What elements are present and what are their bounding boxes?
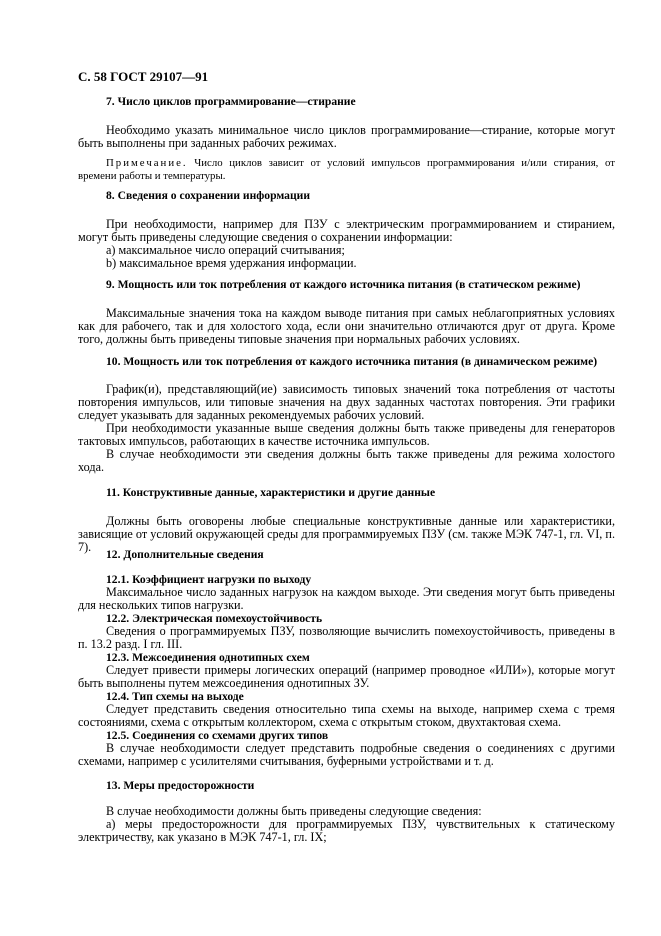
section-10-body-1: График(и), представляющий(ие) зависимость типовых значений тока потребления от частоты повторения импульсов, или типовые значения на двух заданных частотах повторения. Эти графики следует указывать для заданных рекомендуемых рабочих условий.: [78, 382, 615, 423]
subsection-12-3-title: 12.3. Межсоединения однотипных схем: [106, 651, 310, 664]
section-13-title: 13. Меры предосторожности: [106, 779, 255, 792]
subsection-12-5-title: 12.5. Соединения со схемами других типов: [106, 729, 329, 742]
section-7-note: [78, 157, 615, 182]
section-8-title: 8. Сведения о сохранении информации: [106, 189, 311, 202]
subsection-12-4-body: Следует представить сведения относительно типа схемы на выходе, например схема с тремя состояниями, схема с открытым коллектором, схема с открытым стоком, двухтактовая схема.: [78, 702, 615, 730]
section-7-body: Необходимо указать минимальное число циклов программирование—стирание, которые могут быть выполнены при заданных рабочих режимах.: [78, 123, 615, 151]
subsection-12-1-body: Максимальное число заданных нагрузок на каждом выходе. Эти сведения могут быть приведены для нескольких типов нагрузки.: [78, 585, 615, 613]
section-13-body: В случае необходимости должны быть приведены следующие сведения:: [106, 804, 482, 818]
subsection-12-4-title: 12.4. Тип схемы на выходе: [106, 690, 244, 703]
subsection-12-3-body: Следует привести примеры логических операций (например проводное «ИЛИ»), которые могут быть выполнены путем межсоединения однотипных ЗУ.: [78, 663, 615, 691]
subsection-12-1-title: 12.1. Коэффициент нагрузки по выходу: [106, 573, 312, 586]
section-8-item-a: а) максимальное число операций считывания;: [106, 243, 345, 257]
section-9-body: Максимальные значения тока на каждом выводе питания при самых неблагоприятных условиях как для рабочего, так и для холостого хода, если они значительно отличаются друг от друга. Кроме того, должны быть приведены типовые значения при нормальных рабочих условиях.: [78, 306, 615, 347]
section-10-body-3: В случае необходимости эти сведения должны быть также приведены для режима холостого хода.: [78, 447, 615, 475]
section-8-item-b: b) максимальное время удержания информации.: [106, 256, 357, 270]
section-13-item-a: а) меры предосторожности для программируемых ПЗУ, чувствительных к статическому электричеству, как указано в МЭК 747-1, гл. IX;: [78, 817, 615, 845]
section-10-title: 10. Мощность или ток потребления от каждого источника питания (в динамическом режиме): [106, 355, 598, 368]
subsection-12-2-body: Сведения о программируемых ПЗУ, позволяющие вычислить помехоустойчивость, приведены в п. 13.2 разд. I гл. III.: [78, 624, 615, 652]
section-9-title: 9. Мощность или ток потребления от каждого источника питания (в статическом режиме): [106, 278, 581, 291]
note-label: Примечание.: [106, 157, 188, 169]
section-7-title: 7. Число циклов программирование—стирание: [106, 95, 356, 108]
subsection-12-2-title: 12.2. Электрическая помехоустойчивость: [106, 612, 323, 625]
section-11-body: Должны быть оговорены любые специальные конструктивные данные или характеристики, зависящие от условий окружающей среды для программируемых ПЗУ (см. также МЭК 747-1, гл. VI, п. 7).: [78, 514, 615, 555]
section-11-title: 11. Конструктивные данные, характеристики и другие данные: [106, 486, 436, 499]
section-8-body: При необходимости, например для ПЗУ с электрическим программированием и стиранием, могут быть приведены следующие сведения о сохранении информации:: [78, 217, 615, 245]
subsection-12-5-body: В случае необходимости следует представить подробные сведения о соединениях с другими схемами, например с усилителями считывания, буферными устройствами и т. д.: [78, 741, 615, 769]
note-text: Число циклов зависит от условий импульсов программирования и/или стирания, от времени работы и температуры.: [78, 157, 615, 182]
section-10-body-2: При необходимости указанные выше сведения должны быть также приведены для генераторов тактовых импульсов, работающих в качестве источника импульсов.: [78, 421, 615, 449]
page-header: С. 58 ГОСТ 29107—91: [78, 69, 209, 84]
section-12-title: 12. Дополнительные сведения: [106, 548, 264, 561]
